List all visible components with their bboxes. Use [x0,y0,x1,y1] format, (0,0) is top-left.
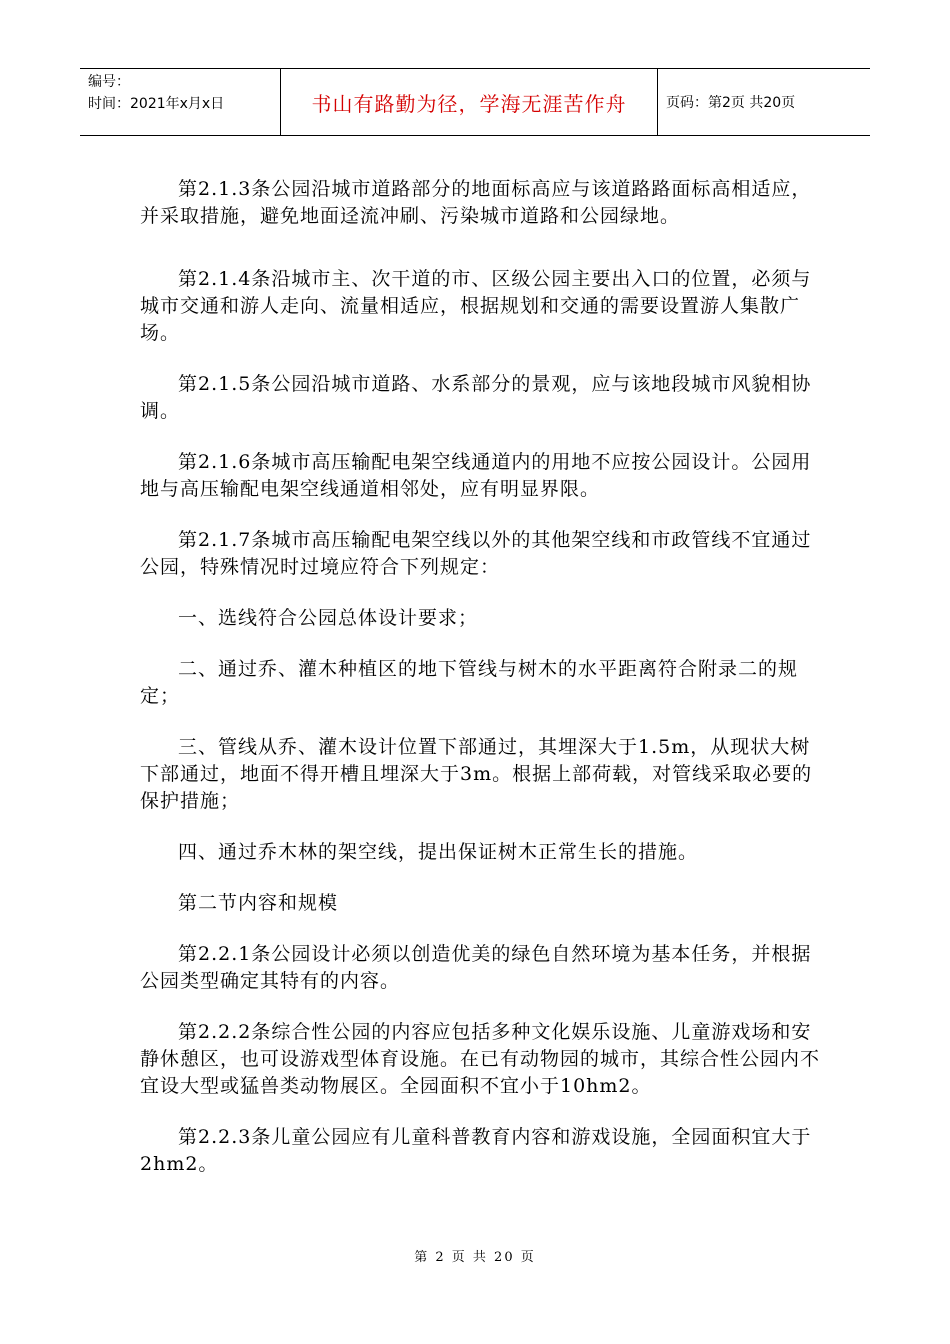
page-header [80,68,870,136]
paragraph-2-1-6: 第2.1.6条城市高压输配电架空线通道内的用地不应按公园设计。公园用地与高压输配电架空线通道相邻处，应有明显界限。 [140,451,812,500]
page-footer: 第 2 页 共 20 页 [414,1250,536,1265]
header-motto: 书山有路勤为径，学海无涯苦作舟 [280,69,658,135]
paragraph-2-2-2: 第2.2.2条综合性公园的内容应包括多种文化娱乐设施、儿童游戏场和安静休憩区，也可设游戏型体育设施。在已有动物园的城市，其综合性公园内不宜设大型或猛兽类动物展区。全园面积不宜小于10hm2。 [140,1021,821,1097]
paragraph-2-1-5: 第2.1.5条公园沿城市道路、水系部分的景观，应与该地段城市风貌相协调。 [140,373,812,422]
paragraph-2-1-3: 第2.1.3条公园沿城市道路部分的地面标高应与该道路路面标高相适应，并采取措施，避免地面迳流冲刷、污染城市道路和公园绿地。 [140,178,812,227]
list-item-3: 三、管线从乔、灌木设计位置下部通过，其埋深大于1.5m，从现状大树下部通过，地面不得开槽且埋深大于3m。根据上部荷载，对管线采取必要的保护措施； [140,736,813,812]
list-item-2: 二、通过乔、灌木种植区的地下管线与树木的水平距离符合附录二的规定； [140,658,799,707]
paragraph-2-2-1: 第2.2.1条公园设计必须以创造优美的绿色自然环境为基本任务，并根据公园类型确定其特有的内容。 [140,943,812,992]
list-item-4: 四、通过乔木林的架空线，提出保证树木正常生长的措施。 [178,841,699,863]
paragraph-2-2-3: 第2.2.3条儿童公园应有儿童科普教育内容和游戏设施，全园面积宜大于2hm2。 [140,1126,812,1175]
time-label: 时间：2021年x月x日 [88,96,225,112]
section-heading: 第二节内容和规模 [178,892,339,914]
document-body [140,176,820,1202]
paragraph-2-1-4: 第2.1.4条沿城市主、次干道的市、区级公园主要出入口的位置，必须与城市交通和游人走向、流量相适应，根据规划和交通的需要设置游人集散广场。 [140,268,812,344]
header-meta [80,69,280,135]
paragraph-2-1-7: 第2.1.7条城市高压输配电架空线以外的其他架空线和市政管线不宜通过公园，特殊情况时过境应符合下列规定： [140,529,812,578]
header-page-info: 页码：第2页 共20页 [666,95,796,111]
number-label: 编号： [88,74,130,90]
list-item-1: 一、选线符合公园总体设计要求； [178,607,479,629]
